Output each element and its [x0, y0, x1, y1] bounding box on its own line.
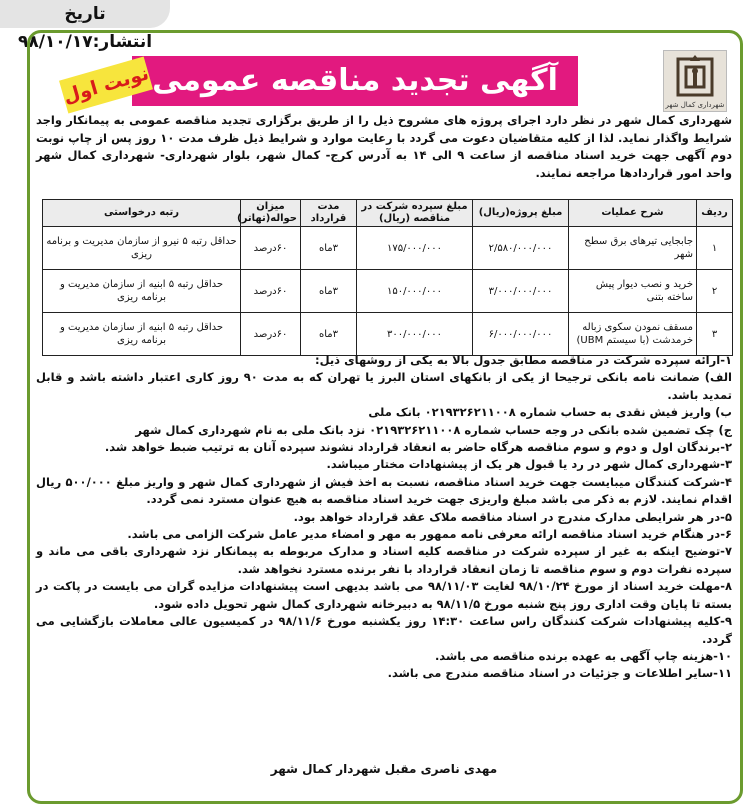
barter-share: ۶۰درصد [241, 227, 301, 270]
term-item: ۶-در هنگام خرید اسناد مناقصه ارائه معرفی نامه ممهور به مهر و امضاء مدیر عامل شرکت الزامی می باشد. [127, 527, 732, 542]
required-rank: حداقل رتبه ۵ ابنیه از سازمان مدیریت و برنامه ریزی [43, 270, 241, 313]
term-item: ۸-مهلت خرید اسناد از مورخ ۹۸/۱۰/۲۴ لغایت ۹۸/۱۱/۰۳ می باشد بدیهی است پیشنهادات مزایده گران می بایست در پاکت در بسته تا پایان وقت اداری روز پنج شنبه مورخ ۹۸/۱۱/۵ به دبیرخانه شهرداری کمال شهر تحویل داده شود. [36, 579, 732, 611]
term-item: الف) ضمانت نامه بانکی ترجیحا از یکی از بانکهای استان البرز یا تهران که به مدت ۹۰ روز کاری اعتبار داشته باشد و قابل تمدید باشد. [36, 370, 732, 402]
deposit-amount: ۱۵۰/۰۰۰/۰۰۰ [357, 270, 473, 313]
logo-caption: شهرداری کمال شهر [665, 101, 725, 109]
row-number: ۲ [697, 270, 733, 313]
notice-title: آگهی تجدید مناقصه عمومی [152, 63, 558, 98]
term-item: ۴-شرکت کنندگان میبایست جهت خرید اسناد مناقصه، نسبت به اخذ فیش از شهرداری کمال شهر و واریز مبلغ ۵۰۰/۰۰۰ ریال اقدام نمایند. لازم به ذکر می باشد مبلغ واریزی جهت خرید اسناد مناقصه به هیچ عنوان مسترد نمی گردد. [36, 474, 732, 507]
project-amount: ۶/۰۰۰/۰۰۰/۰۰۰ [473, 313, 569, 356]
project-amount: ۲/۵۸۰/۰۰۰/۰۰۰ [473, 227, 569, 270]
intro-paragraph: شهرداری کمال شهر در نظر دارد اجرای پروژه های مشروح ذیل را از طریق برگزاری تجدید مناقصه عمومی به پیمانکار واجد شرایط واگذار نماید. لذا از کلیه متقاضیان دعوت می گردد با رعایت موارد و شرایط ذیل ظرف مدت ۱۰ روز پس از چاپ نوبت دوم آگهی جهت خرید اسناد مناقصه از ساعت ۹ الی ۱۴ به آدرس کرج- کمال شهر، بلوار شهرداری- شهرداری کمال شهر واحد امور قراردادها مراجعه نمایند. [36, 113, 732, 180]
term-item: ۱-ارائه سپرده شرکت در مناقصه مطابق جدول بالا به یکی از روشهای ذیل: [315, 353, 732, 367]
terms-list [36, 352, 732, 683]
contract-duration: ۳ماه [301, 270, 357, 313]
deposit-amount: ۳۰۰/۰۰۰/۰۰۰ [357, 313, 473, 356]
barter-share: ۶۰درصد [241, 270, 301, 313]
header-operation: شرح عملیات [569, 200, 697, 227]
header-project-amount: مبلغ پروژه(ریال) [473, 200, 569, 227]
term-item: ۹-کلیه پیشنهادات شرکت کنندگان راس ساعت ۱۴:۳۰ روز یکشنبه مورخ ۹۸/۱۱/۶ در کمیسیون عالی معاملات بازگشایی می گردد. [36, 614, 732, 646]
term-item: ۱۱-سایر اطلاعات و جزئیات در اسناد مناقصه مندرج می باشد. [387, 666, 732, 681]
operation-description: خرید و نصب دیوار پیش ساخته بتنی [569, 270, 697, 313]
header-contract-duration: مدت قرارداد [301, 200, 357, 227]
contract-duration: ۳ماه [301, 313, 357, 356]
barter-share: ۶۰درصد [241, 313, 301, 356]
tender-table [42, 199, 733, 356]
term-item: ۵-در هر شرایطی مدارک مندرج در اسناد مناقصه ملاک عقد قرارداد خواهد بود. [293, 509, 732, 524]
edition-badge: نوبت اول [59, 57, 153, 114]
term-item: ب) واریز فیش نقدی به حساب شماره ۰۲۱۹۳۲۶۲۱۱۰۰۸ بانک ملی [368, 405, 732, 420]
contract-duration: ۳ماه [301, 227, 357, 270]
row-number: ۱ [697, 227, 733, 270]
publication-date: تاریخ انتشار:۹۸/۱۰/۱۷ [0, 0, 170, 28]
table-row [43, 227, 733, 270]
notice-header [36, 44, 733, 114]
header-required-rank: رتبه درخواستی [43, 200, 241, 227]
header-deposit-amount: مبلغ سپرده شرکت در مناقصه (ریال) [357, 200, 473, 227]
title-banner [132, 56, 578, 106]
municipality-emblem-icon [664, 51, 726, 101]
term-item: ۷-توضیح اینکه به غیر از سپرده شرکت در مناقصه کلیه اسناد و مدارک مربوطه به پیمانکار نزد شهرداری باقی می ماند و سپرده نفرات دوم و سوم مناقصه تا زمان انعقاد قرارداد با نفر برنده مسترد نخواهد شد. [36, 544, 732, 576]
table-row [43, 313, 733, 356]
table-row [43, 270, 733, 313]
header-row-number: ردیف [697, 200, 733, 227]
row-number: ۳ [697, 313, 733, 356]
project-amount: ۳/۰۰۰/۰۰۰/۰۰۰ [473, 270, 569, 313]
deposit-amount: ۱۷۵/۰۰۰/۰۰۰ [357, 227, 473, 270]
operation-description: جابجایی تیرهای برق سطح شهر [569, 227, 697, 270]
table-header-row [43, 200, 733, 227]
municipality-logo [663, 50, 727, 112]
header-barter-share: میزان حواله(تهاتر) [241, 200, 301, 227]
required-rank: حداقل رتبه ۵ نیرو از سازمان مدیریت و برنامه ریزی [43, 227, 241, 270]
required-rank: حداقل رتبه ۵ ابنیه از سازمان مدیریت و برنامه ریزی [43, 313, 241, 356]
term-item: ج) چک تضمین شده بانکی در وجه حساب شماره ۰۲۱۹۳۲۶۲۱۱۰۰۸ نزد بانک ملی به نام شهرداری کمال شهر [135, 422, 732, 437]
term-item: ۳-شهرداری کمال شهر در رد یا قبول هر یک از پیشنهادات مختار میباشد. [326, 457, 732, 472]
operation-description: مسقف نمودن سکوی زباله خرمدشت (با سیستم UBM) [569, 313, 697, 356]
term-item: ۱۰-هزینه چاپ آگهی به عهده برنده مناقصه می باشد. [434, 648, 732, 663]
term-item: ۲-برندگان اول و دوم و سوم مناقصه هرگاه حاضر به انعقاد قرارداد نشوند سپرده آنان به ترتیب ضبط خواهد شد. [104, 440, 732, 455]
mayor-signature: مهدی ناصری مقبل شهردار کمال شهر [270, 762, 498, 776]
